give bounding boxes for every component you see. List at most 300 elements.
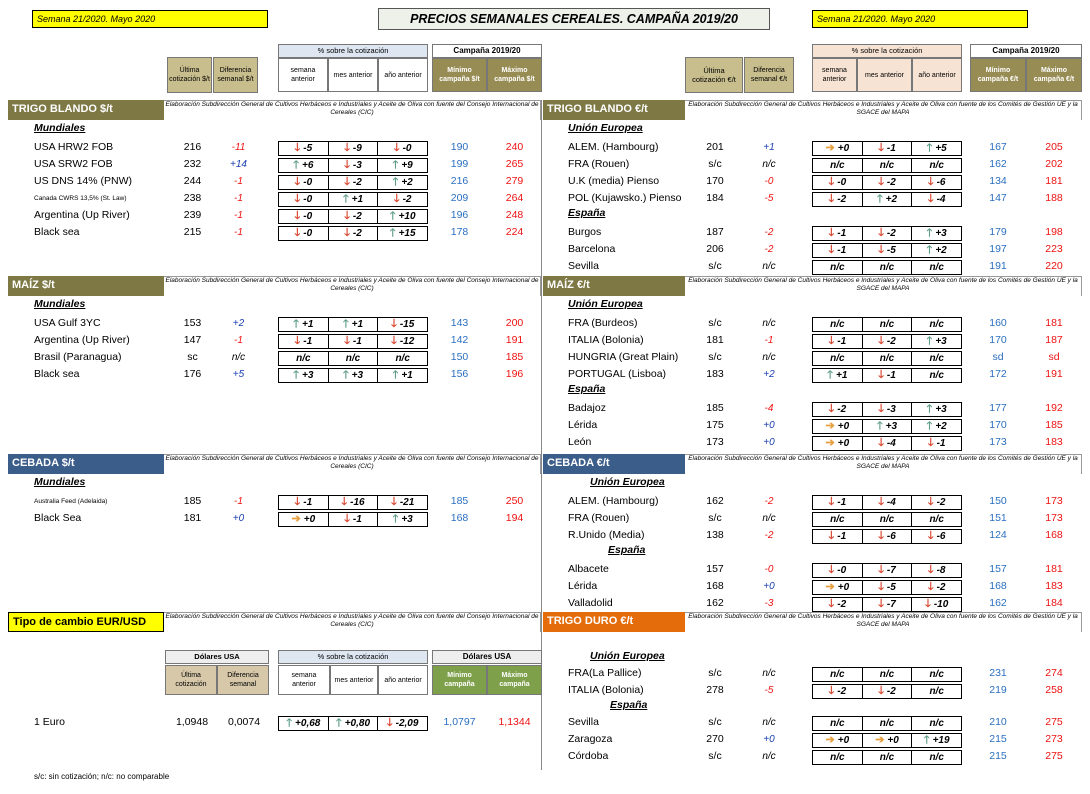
row-min: 191 bbox=[989, 260, 1007, 272]
pct-cells bbox=[812, 317, 962, 332]
pct-value: n/c bbox=[830, 319, 845, 330]
row-name: Córdoba bbox=[568, 750, 609, 762]
header-campaign-right: Campaña 2019/20 bbox=[970, 44, 1082, 58]
pct-cells bbox=[278, 192, 428, 207]
arrow-up-icon: 🡑 bbox=[389, 210, 396, 222]
row-name: R.Unido (Media) bbox=[568, 529, 645, 541]
pct-cells-cell bbox=[912, 193, 961, 206]
source-note: Elaboración Subdirección General de Cultivos Herbáceos e Industriales y Aceite de Oliva con fuente del Consejo Internacional de Cereales (CIC) bbox=[164, 100, 541, 120]
row-value: 239 bbox=[183, 209, 202, 221]
pct-value: +0 bbox=[837, 143, 850, 154]
row-name: León bbox=[568, 436, 592, 448]
pct-cells-cell bbox=[863, 598, 913, 611]
header-pct-fx: % sobre la cotización bbox=[278, 650, 428, 664]
pct-cells-cell bbox=[378, 159, 427, 172]
row-name: Albacete bbox=[568, 563, 609, 575]
fx-value: 1,0948 bbox=[175, 716, 209, 728]
pct-value: -2 bbox=[837, 599, 847, 610]
pct-cells-cell bbox=[813, 159, 863, 172]
arrow-up-icon: 🡑 bbox=[926, 403, 933, 415]
row-min: 143 bbox=[450, 317, 469, 329]
row-max: 223 bbox=[1045, 243, 1063, 255]
arrow-down-icon: 🡓 bbox=[294, 496, 301, 508]
row-max: 185 bbox=[1045, 419, 1063, 431]
pct-cells bbox=[278, 351, 428, 366]
pct-cells bbox=[812, 716, 962, 731]
row-diff: +2 bbox=[763, 369, 775, 380]
arrow-down-icon: 🡓 bbox=[828, 176, 835, 188]
pct-cells-cell bbox=[912, 581, 961, 594]
row-name: Barcelona bbox=[568, 243, 616, 255]
row-max: 173 bbox=[1045, 512, 1063, 524]
pct-value: -0 bbox=[303, 194, 313, 205]
pct-cells bbox=[812, 334, 962, 349]
row-diff: +0 bbox=[763, 581, 775, 592]
arrow-up-icon: 🡑 bbox=[293, 159, 299, 171]
pct-cells bbox=[278, 175, 428, 190]
arrow-down-icon: 🡓 bbox=[386, 717, 393, 729]
pct-cells bbox=[812, 750, 962, 765]
row-max: 273 bbox=[1045, 733, 1063, 745]
row-min: 197 bbox=[989, 243, 1007, 255]
pct-cells-cell bbox=[813, 598, 863, 611]
row-value: 232 bbox=[183, 158, 202, 170]
pct-cells-cell bbox=[813, 717, 863, 730]
arrow-up-icon: 🡑 bbox=[392, 159, 399, 171]
pct-value: n/c bbox=[830, 160, 845, 171]
row-max: 205 bbox=[1045, 141, 1063, 153]
row-value: 175 bbox=[706, 419, 724, 431]
pct-cells-cell bbox=[863, 496, 913, 509]
pct-value: n/c bbox=[345, 353, 361, 364]
row-name: USA HRW2 FOB bbox=[34, 141, 114, 153]
arrow-up-icon: 🡑 bbox=[335, 717, 342, 729]
pct-cells-cell bbox=[912, 564, 961, 577]
arrow-down-icon: 🡓 bbox=[878, 335, 884, 347]
pct-value: -12 bbox=[399, 336, 415, 347]
row-min: 134 bbox=[989, 175, 1007, 187]
pct-cells-cell bbox=[378, 513, 427, 526]
row-name: USA Gulf 3YC bbox=[34, 317, 101, 329]
row-diff: -0 bbox=[764, 564, 774, 575]
pct-value: -2 bbox=[837, 194, 847, 205]
arrow-down-icon: 🡓 bbox=[344, 335, 350, 347]
subheading-es: España bbox=[610, 699, 648, 711]
row-max: 192 bbox=[1045, 402, 1063, 414]
pct-cells-cell bbox=[863, 734, 913, 747]
pct-cells bbox=[278, 141, 428, 156]
row-min: 168 bbox=[450, 512, 469, 524]
arrow-down-icon: 🡓 bbox=[344, 227, 350, 239]
pct-value: n/c bbox=[296, 353, 311, 364]
pct-value: -1 bbox=[936, 438, 946, 449]
pct-cells-cell bbox=[279, 335, 329, 348]
pct-value: -4 bbox=[936, 194, 946, 205]
arrow-up-icon: 🡑 bbox=[926, 142, 933, 154]
arrow-down-icon: 🡓 bbox=[344, 513, 350, 525]
row-min: 147 bbox=[989, 192, 1007, 204]
row-min: 178 bbox=[450, 226, 469, 238]
pct-value: +10 bbox=[398, 211, 416, 222]
pct-value: +1 bbox=[351, 194, 364, 205]
row-value: s/c bbox=[708, 158, 722, 170]
row-diff: n/c bbox=[762, 717, 776, 728]
pct-cells-cell bbox=[813, 176, 863, 189]
row-name: Brasil (Paranagua) bbox=[34, 351, 122, 363]
pct-value: n/c bbox=[830, 514, 845, 525]
pct-cells-cell bbox=[912, 513, 961, 526]
subheading-es: España bbox=[568, 207, 606, 219]
row-max: 275 bbox=[1045, 716, 1063, 728]
pct-value: -1 bbox=[837, 336, 847, 347]
header-month-right: mes anterior bbox=[857, 58, 912, 92]
arrow-up-icon: 🡑 bbox=[293, 318, 299, 330]
header-min-plain: Mínimo campaña bbox=[432, 665, 487, 695]
footnote: s/c: sin cotización; n/c: no comparable bbox=[34, 772, 170, 781]
pct-cells-cell bbox=[863, 318, 913, 331]
row-name: U.K (media) Pienso bbox=[568, 175, 660, 187]
row-value: 185 bbox=[183, 495, 202, 507]
arrow-up-icon: 🡑 bbox=[342, 193, 349, 205]
arrow-right-icon: ➔ bbox=[825, 437, 835, 449]
pct-cells-cell bbox=[813, 352, 863, 365]
row-diff: n/c bbox=[762, 318, 776, 329]
row-name: Black sea bbox=[34, 226, 80, 238]
fx-name: 1 Euro bbox=[34, 716, 65, 728]
pct-cells-cell bbox=[912, 335, 961, 348]
pct-cells-cell bbox=[329, 176, 379, 189]
row-diff: n/c bbox=[762, 352, 776, 363]
pct-cells bbox=[278, 226, 428, 241]
arrow-down-icon: 🡓 bbox=[344, 176, 350, 188]
pct-cells bbox=[812, 684, 962, 699]
header-diff-usd: Diferencia semanal $/t bbox=[213, 57, 258, 93]
pct-value: +0 bbox=[887, 735, 899, 746]
row-value: 215 bbox=[183, 226, 202, 238]
pct-value: n/c bbox=[830, 262, 845, 273]
row-min: 150 bbox=[450, 351, 469, 363]
pct-cells-cell bbox=[863, 142, 913, 155]
pct-value: -0 bbox=[303, 228, 313, 239]
row-diff: n/c bbox=[762, 261, 776, 272]
pct-value: -3 bbox=[352, 160, 362, 171]
section-maize-usd: MAÍZ $/t bbox=[8, 276, 164, 296]
row-min: 167 bbox=[989, 141, 1007, 153]
pct-value: -4 bbox=[886, 497, 896, 508]
pct-cells bbox=[812, 351, 962, 366]
pct-cells-cell bbox=[378, 352, 427, 365]
row-max: 220 bbox=[1045, 260, 1063, 272]
row-diff: -2 bbox=[764, 227, 774, 238]
row-min: 172 bbox=[989, 368, 1007, 380]
arrow-down-icon: 🡓 bbox=[828, 685, 835, 697]
row-name: Black Sea bbox=[34, 512, 82, 524]
pct-cells-cell bbox=[378, 227, 427, 240]
row-max: 194 bbox=[505, 512, 524, 524]
row-name: Badajoz bbox=[568, 402, 606, 414]
arrow-down-icon: 🡓 bbox=[878, 581, 884, 593]
row-max: 188 bbox=[1045, 192, 1063, 204]
section-barley-usd: CEBADA $/t bbox=[8, 454, 164, 474]
row-name: HUNGRIA (Great Plain) bbox=[568, 351, 679, 363]
pct-value: -0 bbox=[303, 177, 313, 188]
row-diff: +0 bbox=[763, 420, 775, 431]
subheading-es: España bbox=[568, 383, 606, 395]
arrow-up-icon: 🡑 bbox=[926, 420, 933, 432]
arrow-up-icon: 🡑 bbox=[342, 318, 349, 330]
pct-cells-cell bbox=[863, 335, 913, 348]
pct-value: +1 bbox=[351, 319, 364, 330]
pct-value: +2 bbox=[885, 194, 898, 205]
pct-value: +15 bbox=[398, 228, 416, 239]
pct-value: -2 bbox=[886, 177, 896, 188]
row-name: Argentina (Up River) bbox=[34, 209, 130, 221]
pct-value: n/c bbox=[879, 752, 895, 763]
row-min: 162 bbox=[989, 158, 1007, 170]
pct-cells-cell bbox=[863, 685, 913, 698]
pct-cells bbox=[812, 192, 962, 207]
fx-diff: 0,0074 bbox=[227, 716, 261, 728]
source-note: Elaboración Subdirección General de Cultivos Herbáceos e Industriales y Aceite de Oliva con fuente del Consejo Internacional de Cereales (CIC) bbox=[164, 612, 541, 632]
pct-value: n/c bbox=[830, 353, 845, 364]
row-min: 170 bbox=[989, 334, 1007, 346]
pct-cells-cell bbox=[912, 734, 961, 747]
arrow-down-icon: 🡓 bbox=[828, 193, 835, 205]
row-value: 147 bbox=[183, 334, 202, 346]
pct-value: -16 bbox=[350, 497, 365, 508]
pct-cells-cell bbox=[378, 369, 427, 382]
pct-cells-cell bbox=[912, 369, 961, 382]
pct-cells-cell bbox=[912, 668, 961, 681]
arrow-down-icon: 🡓 bbox=[828, 335, 835, 347]
row-value: 184 bbox=[706, 192, 724, 204]
row-name: USA SRW2 FOB bbox=[34, 158, 113, 170]
pct-cells bbox=[812, 436, 962, 451]
pct-cells bbox=[812, 368, 962, 383]
row-min: 168 bbox=[989, 580, 1007, 592]
pct-value: +0,80 bbox=[344, 718, 371, 729]
row-diff: -1 bbox=[234, 176, 243, 187]
pct-value: -2,09 bbox=[395, 718, 419, 729]
pct-cells bbox=[812, 512, 962, 527]
pct-value: -0 bbox=[837, 565, 847, 576]
row-name: FRA(La Pallice) bbox=[568, 667, 642, 679]
pct-value: n/c bbox=[879, 319, 895, 330]
row-diff: -1 bbox=[234, 496, 243, 507]
subheading-world: Mundiales bbox=[34, 298, 86, 310]
row-min: 215 bbox=[989, 733, 1007, 745]
pct-value: n/c bbox=[929, 686, 944, 697]
row-name: FRA (Rouen) bbox=[568, 512, 630, 524]
pct-value: +3 bbox=[885, 421, 898, 432]
row-value: 201 bbox=[706, 141, 724, 153]
row-max: 191 bbox=[505, 334, 524, 346]
pct-cells bbox=[812, 402, 962, 417]
pct-value: -15 bbox=[399, 319, 415, 330]
header-last-plain: Última cotización bbox=[165, 665, 217, 695]
pct-cells-cell bbox=[863, 159, 913, 172]
pct-cells bbox=[812, 243, 962, 258]
pct-cells-cell bbox=[813, 685, 863, 698]
arrow-down-icon: 🡓 bbox=[878, 244, 884, 256]
row-min: 142 bbox=[450, 334, 469, 346]
pct-value: -5 bbox=[886, 245, 896, 256]
row-value: 238 bbox=[183, 192, 202, 204]
row-max: 224 bbox=[505, 226, 524, 238]
row-max: sd bbox=[1048, 351, 1060, 363]
header-week-right: semana anterior bbox=[812, 58, 857, 92]
row-diff: +0 bbox=[763, 734, 775, 745]
row-max: 168 bbox=[1045, 529, 1063, 541]
source-note: Elaboración Subdirección General de Cultivos Herbáceos e Industriales y Aceite de Oliva con fuente de los Comités de Gestión UE y la SGACE del MAPA bbox=[685, 454, 1082, 474]
arrow-up-icon: 🡑 bbox=[342, 369, 349, 381]
header-month-left: mes anterior bbox=[328, 58, 378, 92]
section-durum-eur: TRIGO DURO €/t bbox=[543, 612, 685, 632]
pct-value: +3 bbox=[401, 514, 413, 525]
pct-cells-cell bbox=[279, 318, 329, 331]
pct-cells-cell bbox=[912, 530, 961, 543]
row-value: 168 bbox=[706, 580, 724, 592]
arrow-down-icon: 🡓 bbox=[344, 159, 350, 171]
row-diff: +1 bbox=[763, 142, 775, 153]
pct-cells-cell bbox=[863, 352, 913, 365]
subheading-eu: Unión Europea bbox=[568, 298, 643, 310]
pct-cells-cell bbox=[912, 159, 961, 172]
row-diff: -2 bbox=[764, 244, 774, 255]
header-min-left: Mínimo campaña $/t bbox=[432, 58, 487, 92]
pct-value: -21 bbox=[399, 497, 415, 508]
pct-value: +3 bbox=[351, 370, 364, 381]
row-value: 176 bbox=[183, 368, 202, 380]
pct-cells-cell bbox=[863, 668, 913, 681]
arrow-down-icon: 🡓 bbox=[878, 369, 884, 381]
arrow-right-icon: ➔ bbox=[875, 734, 885, 746]
row-diff: -0 bbox=[764, 176, 774, 187]
pct-value: +0 bbox=[303, 514, 316, 525]
row-max: 185 bbox=[505, 351, 524, 363]
header-diff-eur: Diferencia semanal €/t bbox=[744, 57, 794, 93]
pct-value: +0,68 bbox=[295, 718, 321, 729]
row-name: Argentina (Up River) bbox=[34, 334, 130, 346]
row-max: 187 bbox=[1045, 334, 1063, 346]
arrow-down-icon: 🡓 bbox=[927, 193, 934, 205]
pct-cells bbox=[812, 733, 962, 748]
pct-cells bbox=[812, 667, 962, 682]
arrow-down-icon: 🡓 bbox=[878, 227, 884, 239]
pct-cells-cell bbox=[863, 437, 913, 450]
arrow-up-icon: 🡑 bbox=[876, 193, 883, 205]
week-label-right: Semana 21/2020. Mayo 2020 bbox=[812, 10, 1028, 28]
pct-cells-cell bbox=[813, 244, 863, 257]
pct-cells-cell bbox=[863, 420, 913, 433]
pct-value: -1 bbox=[837, 228, 847, 239]
pct-cells-cell bbox=[329, 335, 379, 348]
row-min: 170 bbox=[989, 419, 1007, 431]
pct-value: -9 bbox=[352, 143, 362, 154]
pct-value: +0 bbox=[837, 438, 850, 449]
row-min: sd bbox=[992, 351, 1004, 363]
row-name: Zaragoza bbox=[568, 733, 613, 745]
pct-cells-cell bbox=[329, 210, 379, 223]
pct-value: -6 bbox=[936, 177, 946, 188]
pct-cells-cell bbox=[912, 142, 961, 155]
row-diff: n/c bbox=[231, 352, 246, 363]
header-last-eur: Última cotización €/t bbox=[685, 57, 743, 93]
row-value: s/c bbox=[708, 667, 722, 679]
pct-value: n/c bbox=[879, 262, 895, 273]
arrow-down-icon: 🡓 bbox=[927, 530, 934, 542]
arrow-down-icon: 🡓 bbox=[294, 210, 301, 222]
pct-cells-cell bbox=[912, 176, 961, 189]
arrow-down-icon: 🡓 bbox=[878, 142, 884, 154]
row-diff: -4 bbox=[764, 403, 774, 414]
pct-value: -2 bbox=[936, 497, 946, 508]
pct-cells bbox=[278, 317, 428, 332]
pct-cells-cell bbox=[279, 193, 329, 206]
pct-cells bbox=[278, 512, 428, 527]
pct-value: -2 bbox=[936, 582, 946, 593]
pct-cells-cell bbox=[329, 142, 379, 155]
header-pct-left: % sobre la cotización bbox=[278, 44, 428, 58]
arrow-down-icon: 🡓 bbox=[828, 227, 835, 239]
pct-value: -3 bbox=[886, 404, 896, 415]
pct-cells-cell bbox=[912, 403, 961, 416]
row-max: 279 bbox=[505, 175, 524, 187]
row-value: 157 bbox=[706, 563, 724, 575]
pct-cells-cell bbox=[863, 176, 913, 189]
pct-cells-cell bbox=[863, 513, 913, 526]
row-value: 187 bbox=[706, 226, 724, 238]
arrow-up-icon: 🡑 bbox=[392, 176, 399, 188]
row-min: 179 bbox=[989, 226, 1007, 238]
arrow-down-icon: 🡓 bbox=[391, 496, 397, 508]
week-label-left: Semana 21/2020. Mayo 2020 bbox=[32, 10, 268, 28]
row-diff: -5 bbox=[764, 193, 774, 204]
arrow-up-icon: 🡑 bbox=[392, 513, 399, 525]
pct-cells-cell bbox=[813, 420, 863, 433]
header-year-right: año anterior bbox=[912, 58, 962, 92]
arrow-down-icon: 🡓 bbox=[828, 598, 835, 610]
pct-cells-cell bbox=[813, 496, 863, 509]
header-week-left: semana anterior bbox=[278, 58, 328, 92]
pct-cells-cell bbox=[912, 244, 961, 257]
arrow-down-icon: 🡓 bbox=[927, 176, 934, 188]
arrow-up-icon: 🡑 bbox=[876, 420, 883, 432]
row-value: s/c bbox=[708, 351, 722, 363]
row-diff: +5 bbox=[232, 369, 245, 380]
pct-cells-cell bbox=[813, 581, 863, 594]
pct-value: -2 bbox=[352, 177, 362, 188]
row-min: 215 bbox=[989, 750, 1007, 762]
pct-value: n/c bbox=[929, 718, 944, 729]
pct-cells-cell bbox=[912, 751, 961, 764]
pct-cells bbox=[812, 419, 962, 434]
row-diff: -2 bbox=[764, 530, 774, 541]
arrow-down-icon: 🡓 bbox=[927, 437, 934, 449]
row-diff: -1 bbox=[234, 335, 243, 346]
pct-cells bbox=[812, 495, 962, 510]
section-maize-eur: MAÍZ €/t bbox=[543, 276, 685, 296]
pct-cells bbox=[812, 260, 962, 275]
pct-cells-cell bbox=[813, 193, 863, 206]
header-diff-plain: Diferencia semanal bbox=[217, 665, 269, 695]
row-name: Valladolid bbox=[568, 597, 613, 609]
pct-value: n/c bbox=[929, 262, 944, 273]
row-name: FRA (Burdeos) bbox=[568, 317, 638, 329]
pct-value: n/c bbox=[395, 353, 410, 364]
pct-cells-cell bbox=[279, 496, 329, 509]
pct-cells-cell bbox=[378, 335, 427, 348]
